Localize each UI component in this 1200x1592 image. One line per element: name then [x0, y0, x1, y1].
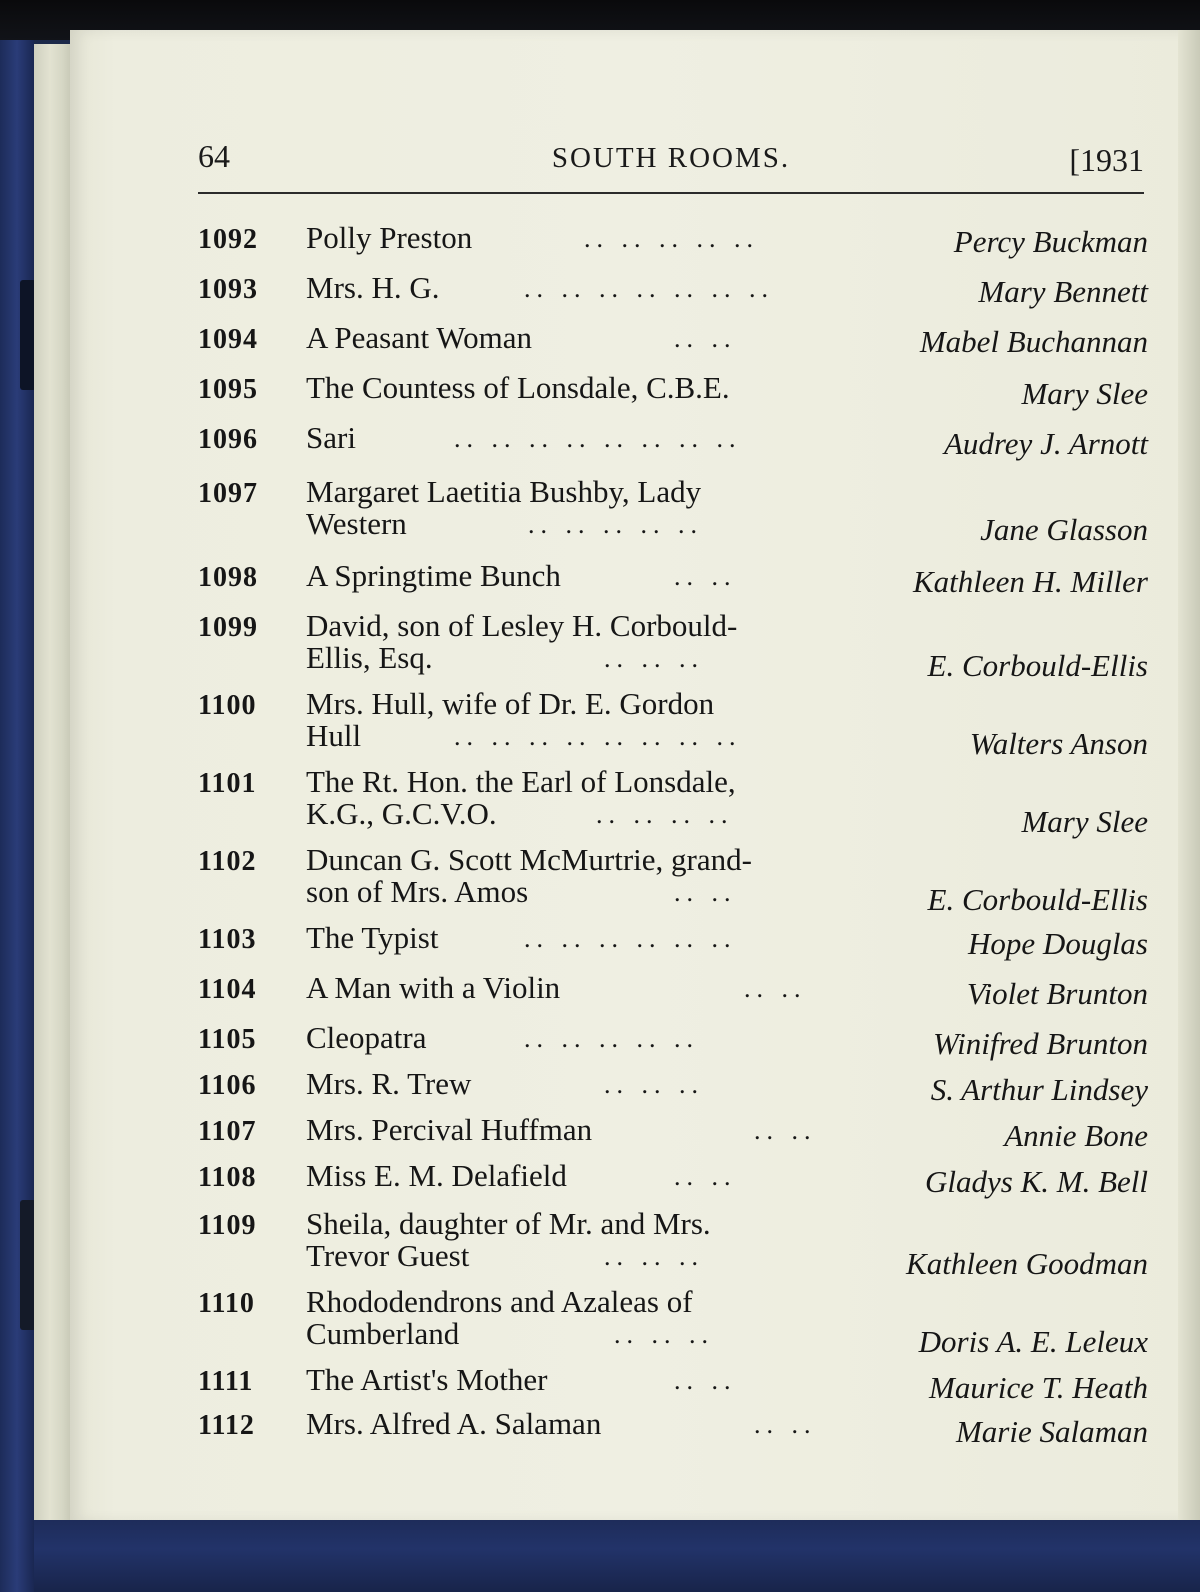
entry-title: Rhododendrons and Azaleas of Cumberland	[306, 1284, 693, 1351]
leader-dots: .. ..	[674, 1162, 737, 1191]
entry-number: 1099	[198, 612, 258, 643]
catalogue-entry	[198, 476, 1148, 546]
entry-number: 1101	[198, 768, 257, 799]
catalogue-entry	[198, 1206, 1148, 1281]
entry-title: Cleopatra	[306, 1020, 427, 1055]
entry-number: 1111	[198, 1366, 254, 1397]
leader-dots: .. ..	[674, 324, 737, 353]
entry-number: 1095	[198, 374, 258, 405]
entry-title: Sari	[306, 420, 356, 455]
running-title: SOUTH ROOMS.	[551, 142, 791, 174]
page-number: 64	[198, 138, 230, 174]
leader-dots: .. .. .. .. ..	[528, 510, 703, 539]
entry-artist: Kathleen Goodman	[906, 1246, 1148, 1281]
entry-artist: Marie Salaman	[955, 1414, 1148, 1449]
catalogue-entry	[198, 1114, 1148, 1154]
entry-number: 1104	[198, 974, 257, 1005]
entry-number: 1097	[198, 478, 258, 509]
entry-number: 1103	[198, 924, 257, 955]
entry-artist: Audrey J. Arnott	[943, 426, 1148, 461]
entry-number: 1107	[198, 1116, 257, 1147]
entry-title: Polly Preston	[306, 220, 473, 255]
leader-dots: .. .. .. ..	[596, 800, 734, 829]
entry-artist: Mary Slee	[1021, 804, 1148, 839]
catalogue-entry	[198, 1068, 1148, 1108]
entry-artist: E. Corbould-Ellis	[927, 648, 1148, 683]
leader-dots: .. .. .. .. .. .. .. ..	[454, 722, 742, 751]
entry-title: The Rt. Hon. the Earl of Lonsdale, K.G., G.C.V.O.	[306, 764, 736, 831]
leader-dots: .. .. ..	[604, 1070, 704, 1099]
entry-number: 1109	[198, 1210, 257, 1241]
catalogue-entry	[198, 422, 1148, 462]
entry-title: The Artist's Mother	[306, 1362, 548, 1397]
entry-artist: Jane Glasson	[980, 512, 1148, 547]
entry-number: 1100	[198, 690, 257, 721]
leader-dots: .. ..	[674, 878, 737, 907]
entry-artist: Mabel Buchannan	[919, 324, 1148, 359]
catalogue-entry	[198, 608, 1148, 683]
leader-dots: .. .. ..	[604, 1242, 704, 1271]
entry-title: A Man with a Violin	[306, 970, 561, 1005]
entry-number: 1108	[198, 1162, 257, 1193]
entry-artist: Maurice T. Heath	[929, 1370, 1148, 1405]
entry-number: 1112	[198, 1410, 255, 1441]
entry-artist: Hope Douglas	[968, 926, 1148, 961]
entry-title: David, son of Lesley H. Corbould- Ellis, Esq.	[306, 608, 738, 675]
entry-artist: Walters Anson	[969, 726, 1148, 761]
entry-number: 1096	[198, 424, 258, 455]
entry-title: Miss E. M. Delafield	[306, 1158, 567, 1193]
entry-artist: Mary Bennett	[978, 274, 1148, 309]
entry-title: Mrs. Percival Huffman	[306, 1112, 593, 1147]
catalogue-entry	[198, 1284, 1148, 1359]
entry-number: 1098	[198, 562, 258, 593]
entry-number: 1105	[198, 1024, 257, 1055]
entry-title: Mrs. R. Trew	[306, 1066, 472, 1101]
entry-title: Mrs. H. G.	[306, 270, 440, 305]
catalogue-entry	[198, 372, 1148, 412]
catalogue-entry	[198, 560, 1148, 600]
entry-artist: E. Corbould-Ellis	[927, 882, 1148, 917]
entry-artist: Winifred Brunton	[933, 1026, 1148, 1061]
catalogue-entry	[198, 922, 1148, 962]
entry-title: The Countess of Lonsdale, C.B.E.	[306, 370, 730, 405]
leader-dots: .. .. .. .. ..	[584, 224, 759, 253]
catalogue-entry	[198, 322, 1148, 362]
entry-artist: S. Arthur Lindsey	[930, 1072, 1148, 1107]
entry-title: The Typist	[306, 920, 439, 955]
year-marker: [1931	[1069, 142, 1144, 178]
catalogue-entry	[198, 842, 1148, 917]
entry-number: 1102	[198, 846, 257, 877]
entry-title: A Peasant Woman	[306, 320, 532, 355]
entry-artist: Mary Slee	[1021, 376, 1148, 411]
leader-dots: .. ..	[674, 562, 737, 591]
leader-dots: .. .. ..	[614, 1320, 714, 1349]
entry-title: Mrs. Hull, wife of Dr. E. Gordon Hull	[306, 686, 715, 753]
catalogue-entry	[198, 1364, 1148, 1404]
entry-number: 1094	[198, 324, 258, 355]
catalogue-entry	[198, 1160, 1148, 1200]
entry-title: A Springtime Bunch	[306, 558, 561, 593]
entry-title: Mrs. Alfred A. Salaman	[306, 1406, 602, 1441]
entry-number: 1106	[198, 1070, 257, 1101]
catalogue-entry	[198, 1408, 1148, 1448]
entry-title: Duncan G. Scott McMurtrie, grand- son of Mrs. Amos	[306, 842, 752, 909]
catalogue-entry	[198, 686, 1148, 761]
leader-dots: .. .. .. .. .. .. .. ..	[454, 424, 742, 453]
entry-title: Sheila, daughter of Mr. and Mrs. Trevor Guest	[306, 1206, 711, 1273]
entry-artist: Violet Brunton	[966, 976, 1148, 1011]
entry-artist: Kathleen H. Miller	[912, 564, 1148, 599]
leader-dots: .. .. .. .. .. .. ..	[524, 274, 774, 303]
leader-dots: .. ..	[674, 1366, 737, 1395]
catalogue-entry	[198, 764, 1148, 839]
entry-number: 1093	[198, 274, 258, 305]
entry-title: Margaret Laetitia Bushby, Lady Western	[306, 474, 702, 541]
entry-artist: Doris A. E. Leleux	[918, 1324, 1148, 1359]
catalogue-entry	[198, 972, 1148, 1012]
entry-artist: Percy Buckman	[953, 224, 1148, 259]
leader-dots: .. .. ..	[604, 644, 704, 673]
entry-number: 1092	[198, 224, 258, 255]
catalogue-entry	[198, 1022, 1148, 1062]
entry-artist: Gladys K. M. Bell	[925, 1164, 1148, 1199]
leader-dots: .. .. .. .. ..	[524, 1024, 699, 1053]
entry-number: 1110	[198, 1288, 255, 1319]
leader-dots: .. ..	[754, 1410, 817, 1439]
leader-dots: .. .. .. .. .. ..	[524, 924, 737, 953]
catalogue-entry	[198, 222, 1148, 262]
catalogue-entry	[198, 272, 1148, 312]
entry-artist: Annie Bone	[1004, 1118, 1148, 1153]
leader-dots: .. ..	[754, 1116, 817, 1145]
leader-dots: .. ..	[744, 974, 807, 1003]
